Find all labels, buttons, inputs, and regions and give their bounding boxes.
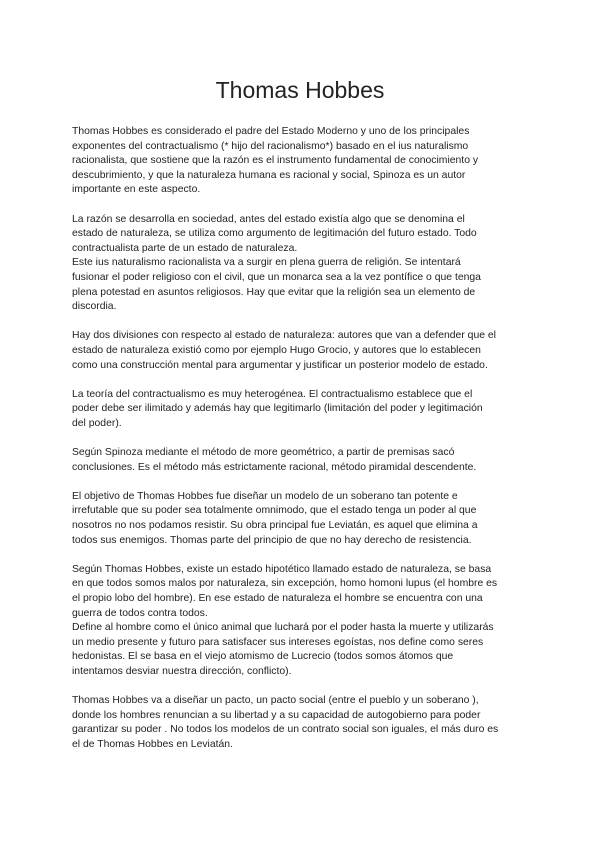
paragraph-4 bbox=[72, 388, 532, 432]
text-line: como una construcción mental para argumentar y justificar un posterior modelo de estado. bbox=[72, 359, 488, 371]
text-line: Según Thomas Hobbes, existe un estado hipotético llamado estado de naturaleza, se basa bbox=[72, 563, 492, 575]
text-line: guerra de todos contra todos. bbox=[72, 607, 208, 619]
text-line: nosotros no nos podamos resistir. Su obra principal fue Leviatán, es aquel que elimina a bbox=[72, 520, 478, 532]
text-line: La teoría del contractualismo es muy heterogénea. El contractualismo establece que el bbox=[72, 388, 473, 400]
text-line: estado de naturaleza existió como por ejemplo Hugo Grocio, y autores que lo establecen bbox=[72, 344, 481, 356]
text-line: hedonistas. El se basa en el viejo atomismo de Lucrecio (todos somos átomos que bbox=[72, 651, 454, 663]
page-title: Thomas Hobbes bbox=[215, 77, 385, 103]
text-line: La razón se desarrolla en sociedad, antes del estado existía algo que se denomina el bbox=[72, 213, 465, 225]
text-line: plena potestad en asuntos religiosos. Hay que evitar que la religión sea un elemento de bbox=[72, 286, 476, 298]
paragraph-2 bbox=[72, 213, 532, 315]
text-line: importante en este aspecto. bbox=[72, 184, 201, 196]
text-line: en que todos somos malos por naturaleza, sin excepción, homo homoni lupus (el hombre es bbox=[72, 578, 498, 590]
text-line: un medio presente y futuro para satisfacer sus intereses egoístas, nos define como seres bbox=[72, 636, 484, 648]
text-line: el propio lobo del hombre). En ese estado de naturaleza el hombre se encuentra con una bbox=[72, 593, 483, 604]
paragraph-1 bbox=[72, 125, 532, 198]
text-line: intentamos desviar nuestra dirección, conflicto). bbox=[72, 665, 292, 677]
text-line: el de Thomas Hobbes en Leviatán. bbox=[72, 738, 233, 750]
text-line: poder debe ser ilimitado y además hay que legitimarlo (limitación del poder y legitimación bbox=[72, 403, 483, 415]
text-line: racionalista, que sostiene que la razón es el instrumento fundamental de conocimiento y bbox=[72, 155, 479, 167]
paragraph-3 bbox=[72, 329, 532, 373]
text-line: conclusiones. Es el método más estrictamente racional, método piramidal descendente. bbox=[72, 461, 477, 473]
text-line: Define al hombre como el único animal que luchará por el poder hasta la muerte y utilizarás bbox=[72, 622, 494, 634]
paragraph-6 bbox=[72, 490, 532, 548]
text-line: todos sus enemigos. Thomas parte del principio de que no hay derecho de resistencia. bbox=[72, 534, 472, 546]
text-line: donde los hombres renuncian a su libertad y a su capacidad de autogobierno para poder bbox=[72, 709, 481, 721]
text-line: Thomas Hobbes va a diseñar un pacto, un pacto social (entre el pueblo y un soberano ), bbox=[72, 695, 479, 707]
text-line: estado de naturaleza, se utiliza como argumento de legitimación del futuro estado. Todo bbox=[72, 228, 477, 240]
text-line: discordia. bbox=[72, 301, 117, 313]
text-line: irrefutable que su poder sea totalmente omnimodo, que el estado tenga un poder al que bbox=[72, 505, 477, 517]
text-line: Según Spinoza mediante el método de more geométrico, a partir de premisas sacó bbox=[72, 447, 455, 459]
text-line: Hay dos divisiones con respecto al estado de naturaleza: autores que van a defender que el bbox=[72, 330, 496, 342]
document-body bbox=[72, 125, 532, 767]
text-line: contractualista parte de un estado de naturaleza. bbox=[72, 242, 298, 254]
paragraph-7 bbox=[72, 563, 532, 680]
text-line: garantizar su poder . No todos los modelos de un contrato social son iguales, el más duro es bbox=[72, 724, 499, 736]
text-line: descubrimiento, y que la naturaleza humana es racional y social, Spinoza es un autor bbox=[72, 169, 466, 181]
paragraph-8 bbox=[72, 694, 532, 752]
text-line: El objetivo de Thomas Hobbes fue diseñar un modelo de un soberano tan potente e bbox=[72, 490, 458, 502]
paragraph-5 bbox=[72, 446, 532, 475]
text-line: Este ius naturalismo racionalista va a surgir en plena guerra de religión. Se intentará bbox=[72, 257, 461, 269]
text-line: Thomas Hobbes es considerado el padre del Estado Moderno y uno de los principales bbox=[72, 126, 470, 137]
text-line: exponentes del contractualismo (* hijo del racionalismo*) basado en el ius naturalismo bbox=[72, 140, 469, 152]
text-line: del poder). bbox=[72, 417, 122, 429]
text-line: fusionar el poder religioso con el civil, que un monarca sea a la vez pontífice o que tenga bbox=[72, 271, 481, 283]
